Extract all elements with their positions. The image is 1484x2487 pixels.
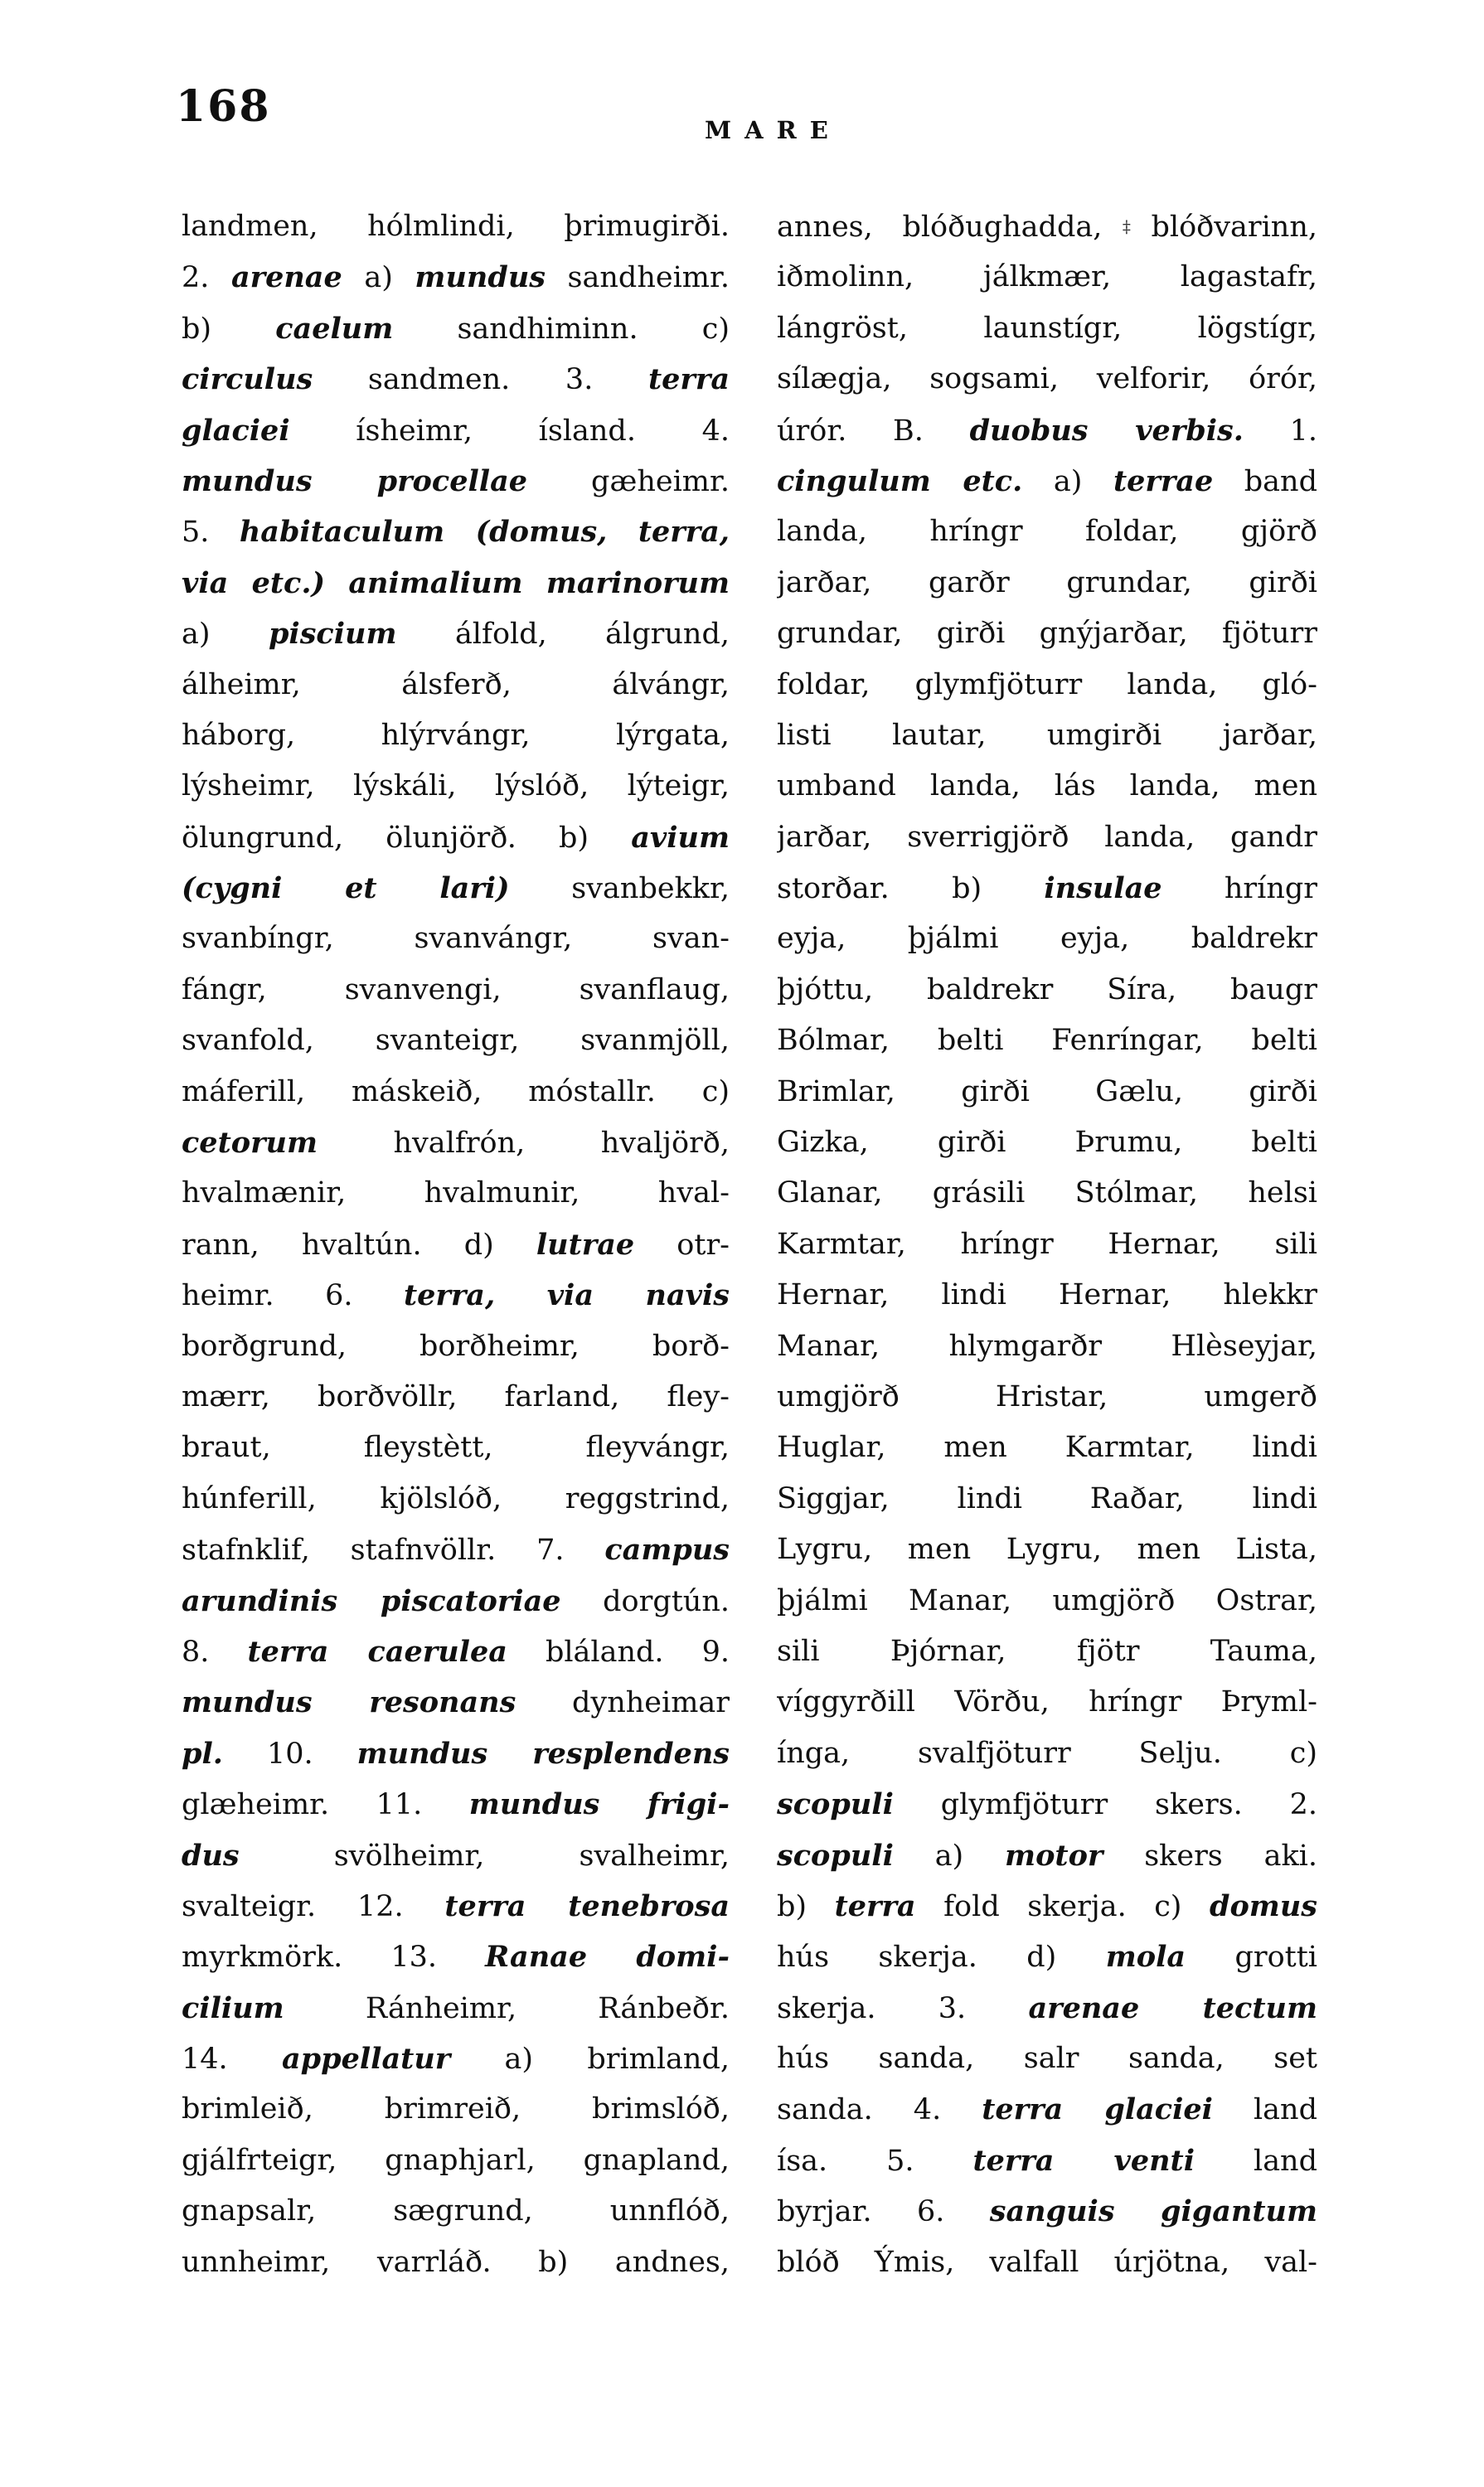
text-line — [777, 1423, 1317, 1473]
latin-gloss: mundus resplendens — [356, 1736, 730, 1771]
text-segment: ísa. 5. — [777, 2144, 973, 2178]
latin-gloss: cetorum — [182, 1126, 318, 1161]
text-segment: þjálmi Manar, umgjörð Ostrar, — [777, 1583, 1317, 1617]
text-line — [182, 405, 730, 456]
text-line — [182, 1626, 730, 1677]
text-segment: hús skerja. d) — [777, 1941, 1106, 1975]
right-column — [777, 201, 1317, 2288]
text-line — [777, 2034, 1317, 2084]
text-segment: skers aki. — [1103, 1839, 1317, 1873]
text-line — [777, 1830, 1317, 1881]
text-segment: rann, hvaltún. d) — [182, 1228, 536, 1262]
text-segment: fángr, svanvengi, svanflaug, — [182, 972, 730, 1006]
text-segment: landa, hríngr foldar, gjörð — [777, 515, 1317, 549]
text-segment: otr- — [634, 1228, 730, 1262]
text-segment: foldar, glymfjöturr landa, gló- — [777, 667, 1317, 701]
text-segment: sili Þjórnar, fjötr Tauma, — [777, 1634, 1317, 1668]
text-line — [777, 761, 1317, 812]
text-line — [182, 1474, 730, 1525]
text-line — [777, 354, 1317, 405]
text-segment: gnapsalr, sægrund, unnflóð, — [182, 2194, 730, 2228]
text-line — [777, 2186, 1317, 2237]
text-segment: Karmtar, hríngr Hernar, sili — [777, 1227, 1317, 1261]
text-segment: Hernar, lindi Hernar, hlekkr — [777, 1278, 1317, 1312]
text-line — [182, 1067, 730, 1117]
text-line — [182, 354, 730, 405]
text-line — [182, 456, 730, 507]
text-segment: húnferill, kjölslóð, reggstrind, — [182, 1481, 730, 1515]
text-line — [182, 1168, 730, 1219]
text-segment: Siggjar, lindi Raðar, lindi — [777, 1481, 1317, 1515]
text-segment: mærr, borðvöllr, farland, fley- — [182, 1379, 730, 1413]
latin-gloss: avium — [631, 820, 730, 855]
latin-gloss: sanguis gigantum — [989, 2194, 1317, 2229]
text-line — [182, 2136, 730, 2186]
running-header: MARE — [705, 116, 841, 144]
latin-gloss: habitaculum (domus, terra, — [239, 515, 730, 550]
text-line — [777, 405, 1317, 456]
text-segment: myrkmörk. 13. — [182, 1941, 486, 1975]
text-segment: grotti — [1186, 1941, 1317, 1975]
latin-gloss: scopuli — [777, 1838, 894, 1873]
text-segment: blóð Ýmis, valfall úrjötna, val- — [777, 2245, 1317, 2279]
text-segment: dorgtún. — [560, 1584, 730, 1618]
text-segment: lángröst, launstígr, lögstígr, — [777, 311, 1317, 345]
text-segment: glymfjöturr skers. 2. — [893, 1788, 1317, 1822]
text-line — [777, 2084, 1317, 2135]
latin-gloss: caelum — [275, 311, 394, 346]
text-line — [777, 1474, 1317, 1525]
text-line — [777, 1576, 1317, 1626]
text-segment: svanbekkr, — [509, 872, 730, 906]
text-line — [777, 863, 1317, 914]
text-segment: ísheimr, ísland. 4. — [289, 414, 730, 448]
text-segment: a) — [1022, 464, 1113, 498]
text-segment: hvalmænir, hvalmunir, hval- — [182, 1176, 730, 1210]
text-segment: landmen, hólmlindi, þrimugirði. — [182, 210, 730, 243]
text-segment: svölheimr, svalheimr, — [239, 1839, 730, 1873]
text-line — [182, 1372, 730, 1423]
text-segment: blóðvarinn, — [1151, 211, 1317, 244]
text-line — [777, 608, 1317, 659]
text-line — [182, 558, 730, 608]
text-segment: listi lautar, umgirði jarðar, — [777, 718, 1317, 752]
latin-gloss: dus — [182, 1838, 240, 1873]
latin-gloss: mundus frigi- — [468, 1787, 730, 1822]
latin-gloss: terra caerulea — [247, 1634, 507, 1669]
text-line — [777, 558, 1317, 608]
text-segment: ölungrund, ölunjörð. b) — [182, 821, 632, 855]
text-segment: eyja, þjálmi eyja, baldrekr — [777, 922, 1317, 956]
text-line — [777, 252, 1317, 303]
text-line — [777, 1117, 1317, 1168]
text-segment: gjálfrteigr, gnaphjarl, gnapland, — [182, 2143, 730, 2177]
latin-gloss: terra — [648, 362, 730, 397]
text-segment: Bólmar, belti Fenríngar, belti — [777, 1024, 1317, 1058]
text-segment: 5. — [182, 516, 240, 550]
text-line — [777, 710, 1317, 761]
text-line — [182, 1423, 730, 1473]
text-segment: svanbíngr, svanvángr, svan- — [182, 922, 730, 956]
text-line — [777, 1372, 1317, 1423]
latin-gloss: Ranae domi- — [485, 1940, 730, 1975]
text-line — [182, 1830, 730, 1881]
latin-gloss: mundus procellae — [182, 463, 528, 498]
text-segment: a) — [893, 1839, 1006, 1873]
latin-gloss: cingulum etc. — [777, 463, 1023, 498]
text-line — [182, 1983, 730, 2034]
text-segment: storðar. b) — [777, 872, 1045, 906]
text-line — [777, 1728, 1317, 1779]
latin-gloss: mundus — [415, 260, 546, 295]
text-line — [777, 1677, 1317, 1728]
text-segment: 1. — [1243, 414, 1317, 448]
text-line — [182, 303, 730, 354]
text-line — [182, 863, 730, 914]
text-line — [777, 1881, 1317, 1932]
text-line — [182, 2186, 730, 2237]
text-line — [182, 965, 730, 1016]
text-segment: stafnklif, stafnvöllr. 7. — [182, 1534, 605, 1568]
latin-gloss: arundinis piscatoriae — [182, 1583, 561, 1618]
text-segment: þjóttu, baldrekr Síra, baugr — [777, 972, 1317, 1006]
text-line — [777, 812, 1317, 863]
text-line — [777, 1067, 1317, 1117]
latin-gloss: glaciei — [182, 413, 290, 448]
latin-gloss: arenae tectum — [1028, 1990, 1317, 2025]
text-segment: Brimlar, girði Gælu, girði — [777, 1074, 1317, 1108]
text-line — [777, 1168, 1317, 1219]
latin-gloss: terra glaciei — [982, 2092, 1213, 2127]
text-segment: hús sanda, salr sanda, set — [777, 2042, 1317, 2076]
text-segment: heimr. 6. — [182, 1279, 404, 1313]
text-segment: lýsheimr, lýskáli, lýslóð, lýteigr, — [182, 769, 730, 803]
text-segment: Glanar, grásili Stólmar, helsi — [777, 1176, 1317, 1210]
text-segment: a) — [342, 261, 415, 295]
text-segment: umband landa, lás landa, men — [777, 769, 1317, 803]
text-line — [777, 1932, 1317, 1982]
text-segment: byrjar. 6. — [777, 2195, 990, 2229]
text-segment: borðgrund, borðheimr, borð- — [182, 1329, 730, 1363]
text-segment: grundar, girði gnýjarðar, fjöturr — [777, 617, 1317, 651]
text-segment: bláland. 9. — [507, 1635, 730, 1669]
text-line — [777, 1016, 1317, 1066]
latin-gloss: terra venti — [972, 2143, 1195, 2178]
text-line — [777, 1779, 1317, 1830]
text-segment: úrór. B. — [777, 414, 970, 448]
text-segment: jarðar, sverrigjörð landa, gandr — [777, 820, 1317, 854]
text-segment: unnheimr, varrláð. b) andnes, — [182, 2245, 730, 2279]
text-segment: Manar, hlymgarðr Hlèseyjar, — [777, 1329, 1317, 1363]
latin-gloss: mundus resonans — [182, 1685, 516, 1720]
text-segment: brimleið, brimreið, brimslóð, — [182, 2092, 730, 2126]
text-line — [182, 1117, 730, 1168]
text-line — [777, 2136, 1317, 2186]
ink-mark: ‡ — [1102, 216, 1152, 236]
text-line — [777, 1270, 1317, 1321]
text-line — [777, 965, 1317, 1016]
text-line — [777, 914, 1317, 964]
left-column — [182, 201, 730, 2288]
text-line — [182, 812, 730, 863]
text-line — [777, 303, 1317, 354]
latin-gloss: mola — [1105, 1940, 1186, 1975]
text-line — [182, 1677, 730, 1728]
text-segment: ínga, svalfjöturr Selju. c) — [777, 1736, 1317, 1770]
text-line — [182, 1270, 730, 1321]
text-segment: umgjörð Hristar, umgerð — [777, 1379, 1317, 1413]
text-segment: álheimr, álsferð, álvángr, — [182, 667, 730, 701]
text-segment: 8. — [182, 1635, 248, 1669]
latin-gloss: scopuli — [777, 1787, 894, 1822]
latin-gloss: piscium — [268, 617, 397, 652]
text-line — [182, 608, 730, 659]
text-line — [182, 710, 730, 761]
text-segment: b) — [182, 312, 276, 346]
text-segment: a) brimland, — [450, 2043, 730, 2077]
text-line — [182, 2084, 730, 2135]
text-segment: 14. — [182, 2043, 282, 2077]
text-segment: iðmolinn, jálkmær, lagastafr, — [777, 260, 1317, 294]
text-segment: b) — [777, 1889, 835, 1923]
text-line — [182, 2237, 730, 2288]
text-line — [777, 1983, 1317, 2034]
text-segment: skerja. 3. — [777, 1991, 1029, 2025]
latin-gloss: motor — [1005, 1838, 1103, 1873]
text-segment: jarðar, garðr grundar, girði — [777, 565, 1317, 599]
text-segment: 10. — [222, 1737, 357, 1771]
text-segment: annes, blóðughadda, — [777, 211, 1103, 244]
text-line — [182, 1932, 730, 1982]
text-segment: sandheimr. — [545, 261, 730, 295]
text-segment: álfold, álgrund, — [396, 618, 730, 652]
text-line — [777, 1321, 1317, 1372]
text-line — [777, 1626, 1317, 1677]
text-segment: máferill, máskeið, móstallr. c) — [182, 1074, 730, 1108]
text-segment: a) — [182, 618, 269, 652]
text-line — [182, 1219, 730, 1270]
text-segment: sandmen. 3. — [313, 363, 648, 397]
latin-gloss: terrae — [1113, 463, 1214, 498]
latin-gloss: campus — [604, 1533, 730, 1568]
text-segment: sandhiminn. c) — [393, 312, 730, 346]
text-line — [182, 1321, 730, 1372]
latin-gloss: cilium — [182, 1990, 284, 2025]
text-line — [777, 660, 1317, 710]
text-line — [182, 1525, 730, 1575]
text-line — [777, 507, 1317, 557]
text-segment: sílægja, sogsami, velforir, órór, — [777, 362, 1317, 396]
text-segment: Huglar, men Karmtar, lindi — [777, 1431, 1317, 1465]
text-line — [182, 2034, 730, 2084]
latin-gloss: lutrae — [536, 1227, 635, 1262]
latin-gloss: arenae — [230, 260, 342, 295]
text-line — [182, 761, 730, 812]
page-number: 168 — [176, 81, 271, 132]
text-segment: land — [1212, 2093, 1317, 2127]
text-line — [777, 1219, 1317, 1270]
text-segment: Lygru, men Lygru, men Lista, — [777, 1533, 1317, 1567]
latin-gloss: duobus verbis. — [969, 413, 1244, 448]
text-line — [182, 201, 730, 252]
text-segment: 2. — [182, 261, 231, 295]
text-line — [182, 1576, 730, 1626]
text-line — [182, 1779, 730, 1830]
text-segment: háborg, hlýrvángr, lýrgata, — [182, 718, 730, 752]
latin-gloss: insulae — [1044, 871, 1162, 906]
latin-gloss: pl. — [182, 1736, 223, 1771]
latin-gloss: (cygni et lari) — [182, 871, 510, 906]
text-line — [777, 2237, 1317, 2288]
latin-gloss: circulus — [182, 362, 313, 397]
text-segment: fold skerja. c) — [915, 1889, 1210, 1923]
text-line — [777, 1525, 1317, 1575]
text-line — [777, 201, 1317, 252]
text-line — [182, 914, 730, 964]
text-line — [182, 660, 730, 710]
latin-gloss: via etc.) animalium marinorum — [182, 565, 730, 600]
text-segment: dynheimar — [516, 1686, 730, 1720]
latin-gloss: appellatur — [281, 2042, 451, 2077]
text-segment: glæheimr. 11. — [182, 1788, 469, 1822]
latin-gloss: domus — [1209, 1888, 1317, 1923]
text-line — [182, 507, 730, 557]
text-segment: braut, fleystètt, fleyvángr, — [182, 1431, 730, 1465]
text-segment: svanfold, svanteigr, svanmjöll, — [182, 1024, 730, 1058]
text-segment: Ránheimr, Ránbeðr. — [284, 1991, 730, 2025]
latin-gloss: terra — [834, 1888, 916, 1923]
text-segment: víggyrðill Vörðu, hríngr Þryml- — [777, 1685, 1317, 1719]
text-line — [182, 1016, 730, 1066]
text-segment: band — [1213, 464, 1317, 498]
text-line — [182, 1881, 730, 1932]
text-segment: hvalfrón, hvaljörð, — [318, 1127, 730, 1161]
text-segment: hríngr — [1161, 872, 1317, 906]
text-segment: Gizka, girði Þrumu, belti — [777, 1126, 1317, 1160]
latin-gloss: terra tenebrosa — [444, 1888, 730, 1923]
text-line — [182, 252, 730, 303]
text-segment: sanda. 4. — [777, 2093, 982, 2127]
text-segment: land — [1195, 2144, 1317, 2178]
text-line — [182, 1728, 730, 1779]
latin-gloss: terra, via navis — [403, 1278, 730, 1313]
text-segment: gæheimr. — [527, 464, 730, 498]
text-line — [777, 456, 1317, 507]
text-segment: svalteigr. 12. — [182, 1889, 445, 1923]
